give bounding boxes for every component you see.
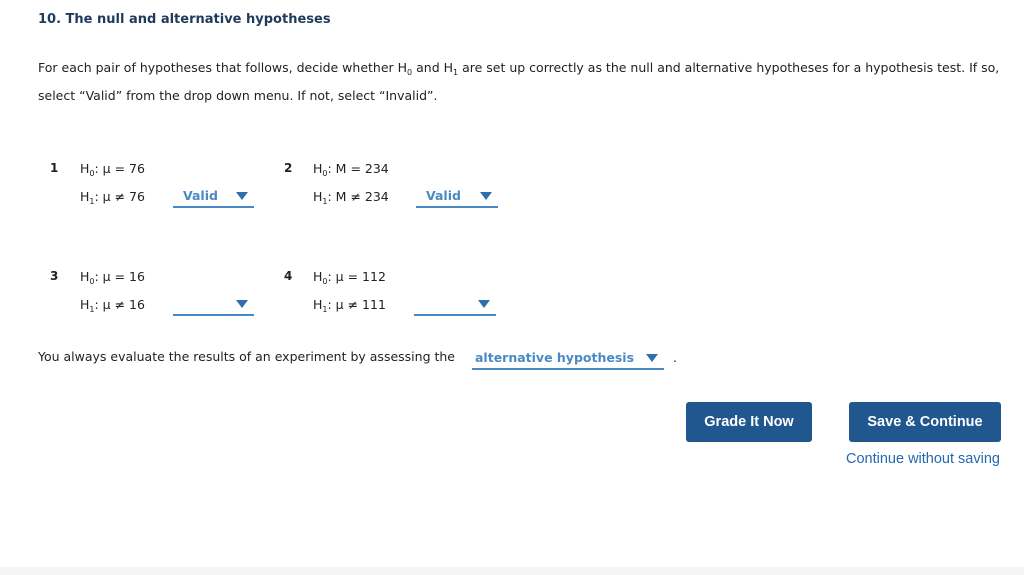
- evaluation-dropdown[interactable]: [472, 348, 664, 370]
- problem-number: 4: [284, 269, 293, 283]
- problem-number: 3: [50, 269, 59, 283]
- dropdown-value: alternative hypothesis: [475, 350, 635, 365]
- final-question: [38, 349, 455, 364]
- final-question-text: You always evaluate the results of an experiment by assessing the: [38, 349, 455, 364]
- alternative-hypothesis: $H_1$: μ ≠ 111: [313, 297, 386, 314]
- instructions-part2: and H: [412, 60, 454, 75]
- instructions: [38, 55, 1018, 109]
- alternative-hypothesis: $H_1$: M ≠ 234: [313, 189, 389, 206]
- dropdown-value: Valid: [426, 188, 461, 203]
- dropdown-arrow-icon: [236, 300, 248, 308]
- problem-number: 2: [284, 161, 293, 175]
- validity-dropdown[interactable]: [416, 186, 498, 208]
- instructions-sub1: 1: [453, 68, 459, 77]
- grade-it-now-button[interactable]: Grade It Now: [686, 402, 812, 442]
- null-hypothesis: $H_0$: μ = 16: [80, 269, 145, 286]
- save-continue-button[interactable]: Save & Continue: [849, 402, 1001, 442]
- null-hypothesis: $H_0$: μ = 112: [313, 269, 386, 286]
- null-hypothesis: $H_0$: μ = 76: [80, 161, 145, 178]
- validity-dropdown[interactable]: [173, 186, 254, 208]
- bottom-divider: [0, 567, 1024, 575]
- instructions-part1: For each pair of hypotheses that follows, decide whether H: [38, 60, 408, 75]
- validity-dropdown[interactable]: [414, 294, 496, 316]
- instructions-part3: are set up correctly as the null and alternative hypotheses for a hypothesis test. If so, select “Valid” from the drop down menu. If not, select “Invalid”.: [38, 60, 1000, 103]
- question-title: 10. The null and alternative hypotheses: [38, 12, 331, 27]
- continue-without-saving-link[interactable]: Continue without saving: [846, 451, 1000, 467]
- sentence-period: .: [673, 350, 677, 365]
- problem-number: 1: [50, 161, 59, 175]
- dropdown-arrow-icon: [478, 300, 490, 308]
- alternative-hypothesis: $H_1$: μ ≠ 76: [80, 189, 145, 206]
- null-hypothesis: $H_0$: M = 234: [313, 161, 389, 178]
- instructions-sub0: 0: [407, 68, 413, 77]
- dropdown-arrow-icon: [236, 192, 248, 200]
- alternative-hypothesis: $H_1$: μ ≠ 16: [80, 297, 145, 314]
- dropdown-value: Valid: [183, 188, 218, 203]
- dropdown-arrow-icon: [480, 192, 492, 200]
- dropdown-arrow-icon: [646, 354, 658, 362]
- validity-dropdown[interactable]: [173, 294, 254, 316]
